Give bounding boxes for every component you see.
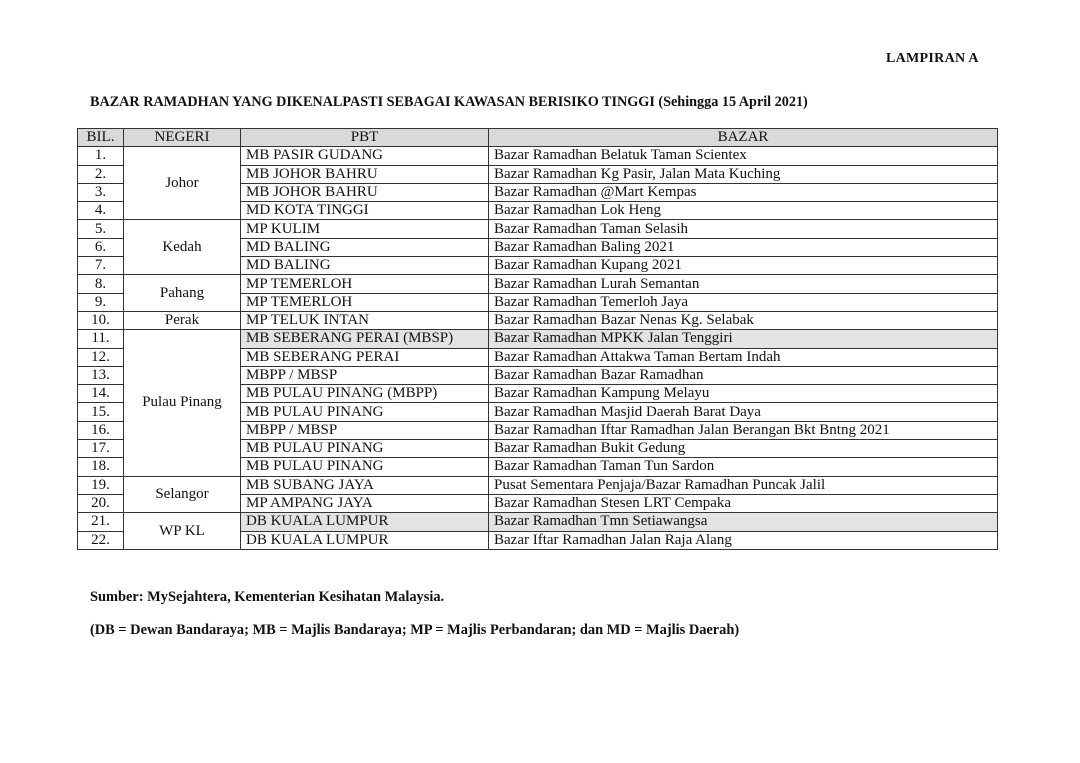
cell-pbt: MB PULAU PINANG (MBPP): [241, 385, 489, 403]
cell-bil: 2.: [78, 165, 124, 183]
cell-bil: 3.: [78, 183, 124, 201]
cell-bazar: Bazar Ramadhan Kg Pasir, Jalan Mata Kuching: [489, 165, 998, 183]
cell-bazar: Bazar Ramadhan MPKK Jalan Tenggiri: [489, 330, 998, 348]
cell-negeri: Perak: [124, 311, 241, 329]
cell-pbt: MB PULAU PINANG: [241, 458, 489, 476]
cell-pbt: MD BALING: [241, 238, 489, 256]
cell-pbt: MD BALING: [241, 257, 489, 275]
header-pbt: PBT: [241, 129, 489, 147]
cell-bil: 7.: [78, 257, 124, 275]
cell-negeri: Kedah: [124, 220, 241, 275]
cell-bazar: Bazar Ramadhan Belatuk Taman Scientex: [489, 147, 998, 165]
cell-bil: 15.: [78, 403, 124, 421]
cell-bazar: Bazar Ramadhan Lok Heng: [489, 202, 998, 220]
source-note: Sumber: MySejahtera, Kementerian Kesihatan Malaysia.: [90, 589, 445, 605]
cell-bazar: Bazar Ramadhan Bazar Ramadhan: [489, 366, 998, 384]
cell-bazar: Bazar Ramadhan Iftar Ramadhan Jalan Berangan Bkt Bntng 2021: [489, 421, 998, 439]
lampiran-label: LAMPIRAN A: [886, 51, 979, 66]
cell-bil: 14.: [78, 385, 124, 403]
cell-bazar: Bazar Ramadhan Taman Tun Sardon: [489, 458, 998, 476]
cell-bazar: Bazar Ramadhan Baling 2021: [489, 238, 998, 256]
cell-pbt: MBPP / MBSP: [241, 366, 489, 384]
table-row: [78, 275, 998, 293]
bazar-table: [77, 128, 998, 550]
cell-bazar: Bazar Iftar Ramadhan Jalan Raja Alang: [489, 531, 998, 549]
cell-bil: 6.: [78, 238, 124, 256]
cell-pbt: MB PULAU PINANG: [241, 403, 489, 421]
cell-pbt: MP TEMERLOH: [241, 293, 489, 311]
document-title: BAZAR RAMADHAN YANG DIKENALPASTI SEBAGAI KAWASAN BERISIKO TINGGI (Sehingga 15 April 2021): [90, 94, 808, 110]
cell-pbt: MB SUBANG JAYA: [241, 476, 489, 494]
cell-pbt: MB SEBERANG PERAI (MBSP): [241, 330, 489, 348]
cell-negeri: Johor: [124, 147, 241, 220]
cell-bazar: Bazar Ramadhan Lurah Semantan: [489, 275, 998, 293]
cell-bazar: Bazar Ramadhan Kampung Melayu: [489, 385, 998, 403]
cell-bazar: Bazar Ramadhan Bukit Gedung: [489, 440, 998, 458]
cell-bil: 17.: [78, 440, 124, 458]
cell-bazar: Bazar Ramadhan Masjid Daerah Barat Daya: [489, 403, 998, 421]
cell-bil: 4.: [78, 202, 124, 220]
cell-pbt: MD KOTA TINGGI: [241, 202, 489, 220]
cell-negeri: Pahang: [124, 275, 241, 312]
cell-pbt: DB KUALA LUMPUR: [241, 513, 489, 531]
cell-bil: 10.: [78, 311, 124, 329]
cell-bazar: Bazar Ramadhan Stesen LRT Cempaka: [489, 494, 998, 512]
cell-bazar: Bazar Ramadhan Taman Selasih: [489, 220, 998, 238]
table-body: [78, 147, 998, 550]
cell-bil: 16.: [78, 421, 124, 439]
table-row: [78, 330, 998, 348]
cell-pbt: MP TELUK INTAN: [241, 311, 489, 329]
cell-pbt: MB PASIR GUDANG: [241, 147, 489, 165]
cell-bil: 19.: [78, 476, 124, 494]
cell-bil: 22.: [78, 531, 124, 549]
cell-bil: 8.: [78, 275, 124, 293]
header-bazar: BAZAR: [489, 129, 998, 147]
table-row: [78, 220, 998, 238]
table-row: [78, 311, 998, 329]
cell-pbt: DB KUALA LUMPUR: [241, 531, 489, 549]
cell-pbt: MB JOHOR BAHRU: [241, 165, 489, 183]
cell-bil: 18.: [78, 458, 124, 476]
cell-pbt: MP TEMERLOH: [241, 275, 489, 293]
cell-bil: 21.: [78, 513, 124, 531]
table-row: [78, 476, 998, 494]
table-row: [78, 147, 998, 165]
cell-negeri: WP KL: [124, 513, 241, 550]
cell-bil: 12.: [78, 348, 124, 366]
cell-bil: 9.: [78, 293, 124, 311]
cell-bil: 1.: [78, 147, 124, 165]
cell-pbt: MB PULAU PINANG: [241, 440, 489, 458]
table-row: [78, 513, 998, 531]
cell-bazar: Bazar Ramadhan Tmn Setiawangsa: [489, 513, 998, 531]
cell-bazar: Bazar Ramadhan Kupang 2021: [489, 257, 998, 275]
header-bil: BIL.: [78, 129, 124, 147]
cell-bazar: Pusat Sementara Penjaja/Bazar Ramadhan Puncak Jalil: [489, 476, 998, 494]
cell-pbt: MP AMPANG JAYA: [241, 494, 489, 512]
cell-bil: 5.: [78, 220, 124, 238]
cell-bil: 13.: [78, 366, 124, 384]
cell-bil: 20.: [78, 494, 124, 512]
cell-pbt: MB JOHOR BAHRU: [241, 183, 489, 201]
cell-pbt: MB SEBERANG PERAI: [241, 348, 489, 366]
cell-negeri: Pulau Pinang: [124, 330, 241, 476]
header-negeri: NEGERI: [124, 129, 241, 147]
cell-bazar: Bazar Ramadhan Attakwa Taman Bertam Indah: [489, 348, 998, 366]
cell-bil: 11.: [78, 330, 124, 348]
abbreviation-note: (DB = Dewan Bandaraya; MB = Majlis Bandaraya; MP = Majlis Perbandaran; dan MD = Majlis Daerah): [90, 622, 740, 638]
cell-negeri: Selangor: [124, 476, 241, 513]
table-header-row: [78, 129, 998, 147]
cell-bazar: Bazar Ramadhan Temerloh Jaya: [489, 293, 998, 311]
cell-pbt: MBPP / MBSP: [241, 421, 489, 439]
cell-pbt: MP KULIM: [241, 220, 489, 238]
cell-bazar: Bazar Ramadhan Bazar Nenas Kg. Selabak: [489, 311, 998, 329]
cell-bazar: Bazar Ramadhan @Mart Kempas: [489, 183, 998, 201]
